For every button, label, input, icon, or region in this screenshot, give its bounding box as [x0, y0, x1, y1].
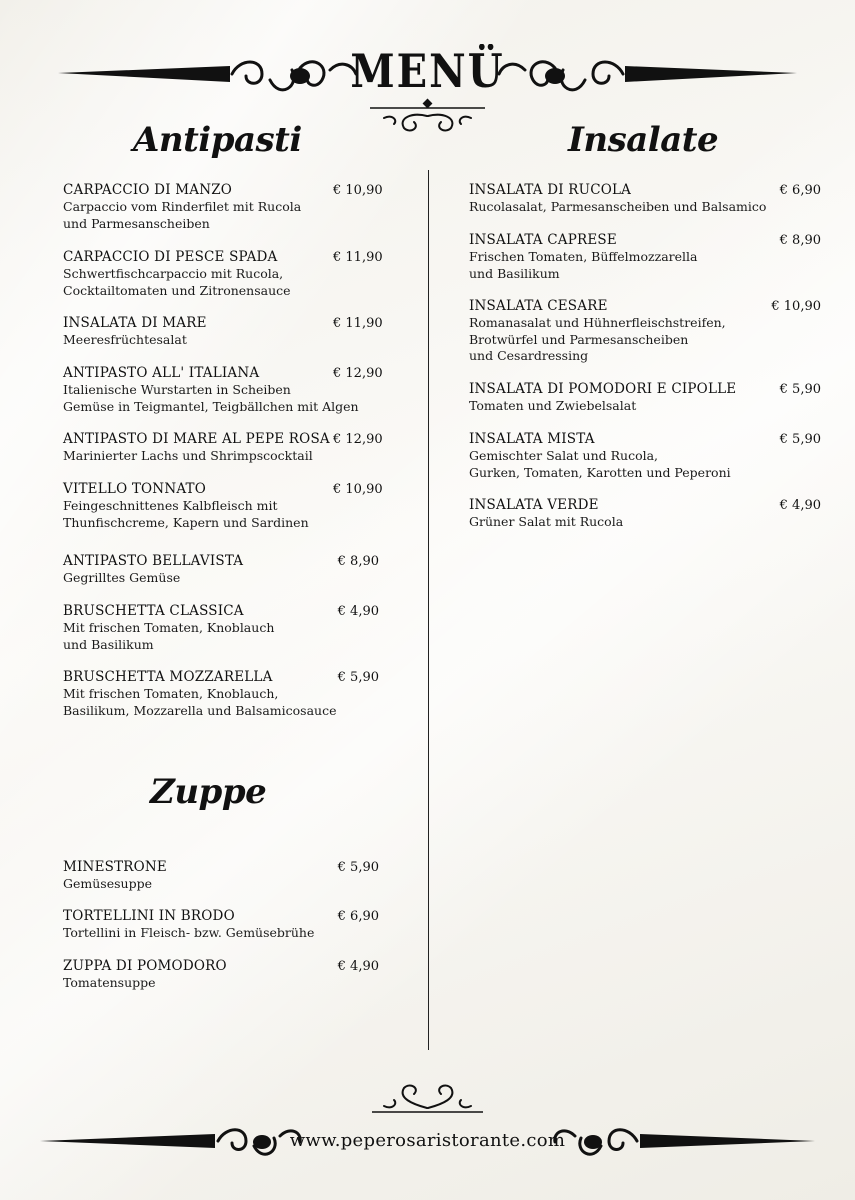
menu-item	[63, 431, 383, 465]
menu-item	[63, 908, 379, 942]
item-description: und Cesardressing	[469, 348, 589, 363]
item-description: Meeresfrüchtesalat	[63, 332, 187, 347]
item-price: € 5,90	[337, 670, 379, 685]
item-name: BRUSCHETTA CLASSICA	[63, 603, 244, 619]
item-price: € 8,90	[779, 233, 821, 248]
menu-item	[63, 669, 379, 719]
item-name: CARPACCIO DI PESCE SPADA	[63, 249, 278, 265]
item-description: und Parmesanscheiben	[63, 215, 210, 231]
item-description: Gemischter Salat und Rucola,	[469, 448, 659, 463]
item-description: Gurken, Tomaten, Karotten und Peperoni	[469, 464, 731, 480]
item-description: Gegrilltes Gemüse	[63, 570, 181, 585]
item-price: € 11,90	[333, 316, 383, 331]
menu-item	[469, 497, 821, 531]
section-title-antipasti: Antipasti	[133, 120, 302, 160]
item-description: Feingeschnittenes Kalbfleisch mit	[63, 498, 278, 513]
menu-item	[63, 315, 383, 349]
item-name: VITELLO TONNATO	[63, 481, 207, 497]
item-description: Marinierter Lachs und Shrimpscocktail	[63, 448, 313, 463]
item-name: INSALATA DI RUCOLA	[469, 182, 632, 198]
item-description: Brotwürfel und Parmesanscheiben	[469, 331, 689, 347]
item-description: und Basilikum	[469, 265, 560, 281]
item-name: INSALATA CAPRESE	[469, 232, 617, 248]
menu-title: MENÜ	[350, 44, 505, 99]
item-description: Basilikum, Mozzarella und Balsamicosauce	[63, 702, 337, 718]
item-price: € 5,90	[779, 382, 821, 397]
item-name: CARPACCIO DI MANZO	[63, 182, 233, 198]
item-description: Cocktailtomaten und Zitronensauce	[63, 282, 291, 298]
item-price: € 4,90	[337, 959, 379, 974]
item-description: Carpaccio vom Rinderfilet mit Rucola	[63, 199, 302, 214]
item-description: Gemüsesuppe	[63, 876, 152, 891]
item-description: Rucolasalat, Parmesanscheiben und Balsamico	[469, 199, 767, 214]
item-description: Tortellini in Fleisch- bzw. Gemüsebrühe	[63, 925, 315, 940]
menu-item	[63, 365, 383, 415]
item-description: Mit frischen Tomaten, Knoblauch	[63, 620, 275, 635]
item-description: Schwertfischcarpaccio mit Rucola,	[63, 266, 284, 281]
menu-item	[469, 182, 821, 216]
item-description: Romanasalat und Hühnerfleischstreifen,	[469, 315, 726, 330]
item-description: Italienische Wurstarten in Scheiben	[63, 382, 291, 397]
item-price: € 12,90	[333, 366, 383, 381]
menu-item	[469, 232, 821, 282]
menu-item	[469, 381, 821, 415]
menu-item	[63, 603, 379, 653]
item-price: € 5,90	[779, 432, 821, 447]
item-name: ANTIPASTO ALL' ITALIANA	[63, 365, 260, 381]
item-description: und Basilikum	[63, 636, 154, 652]
menu-item	[469, 431, 821, 481]
item-description: Gemüse in Teigmantel, Teigbällchen mit Algen	[63, 398, 359, 414]
menu-item	[63, 859, 379, 893]
section-title-zuppe: Zuppe	[150, 772, 267, 812]
item-price: € 6,90	[779, 183, 821, 198]
item-price: € 6,90	[337, 909, 379, 924]
footer-ornament	[0, 1080, 855, 1170]
item-name: MINESTRONE	[63, 859, 167, 875]
item-name: INSALATA DI POMODORI E CIPOLLE	[469, 381, 737, 397]
item-description: Tomaten und Zwiebelsalat	[469, 398, 637, 413]
item-price: € 11,90	[333, 250, 383, 265]
item-price: € 10,90	[333, 482, 383, 497]
item-name: INSALATA CESARE	[469, 298, 608, 314]
website-address: www.peperosaristorante.com	[289, 1130, 566, 1151]
section-title-insalate: Insalate	[568, 120, 719, 160]
item-name: BRUSCHETTA MOZZARELLA	[63, 669, 273, 685]
item-price: € 12,90	[333, 432, 383, 447]
item-description: Frischen Tomaten, Büffelmozzarella	[469, 249, 698, 264]
menu-item	[63, 249, 383, 299]
item-name: ANTIPASTO DI MARE AL PEPE ROSA	[63, 431, 330, 447]
column-divider	[428, 170, 429, 1050]
menu-item	[63, 553, 379, 587]
item-description: Tomatensuppe	[63, 975, 156, 990]
item-name: ANTIPASTO BELLAVISTA	[63, 553, 244, 569]
item-description: Mit frischen Tomaten, Knoblauch,	[63, 686, 279, 701]
item-name: ZUPPA DI POMODORO	[63, 958, 227, 974]
item-price: € 5,90	[337, 860, 379, 875]
item-price: € 4,90	[779, 498, 821, 513]
item-price: € 10,90	[771, 299, 821, 314]
item-name: INSALATA MISTA	[469, 431, 595, 447]
menu-item	[63, 182, 383, 232]
item-description: Thunfischcreme, Kapern und Sardinen	[63, 514, 309, 530]
item-price: € 8,90	[337, 554, 379, 569]
menu-item	[63, 958, 379, 992]
item-description: Grüner Salat mit Rucola	[469, 514, 624, 529]
item-name: INSALATA VERDE	[469, 497, 599, 513]
item-price: € 4,90	[337, 604, 379, 619]
menu-item	[63, 481, 383, 531]
menu-item	[469, 298, 821, 365]
item-name: TORTELLINI IN BRODO	[63, 908, 235, 924]
item-name: INSALATA DI MARE	[63, 315, 207, 331]
item-price: € 10,90	[333, 183, 383, 198]
